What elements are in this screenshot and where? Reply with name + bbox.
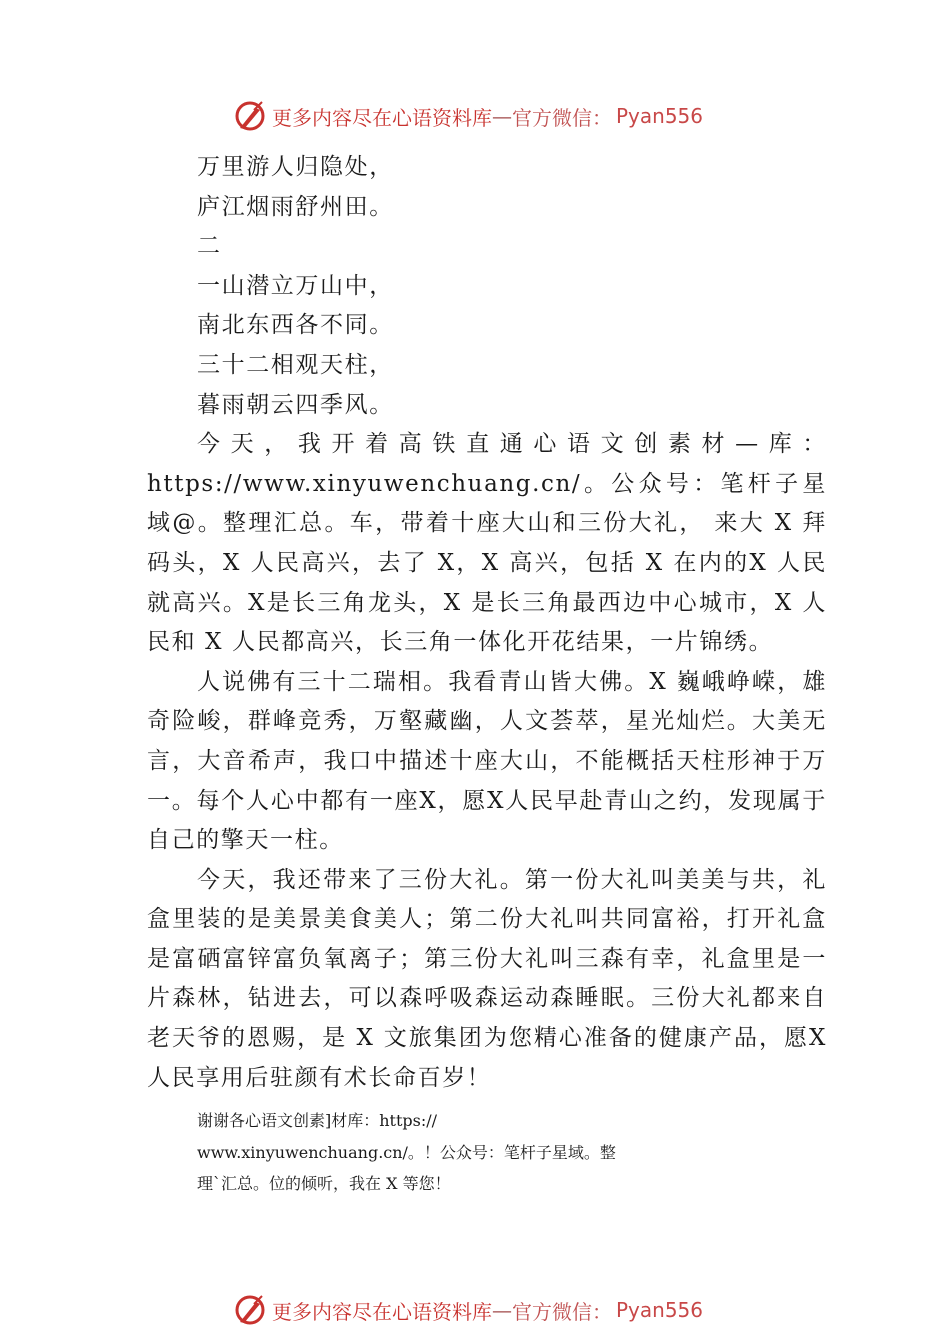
quill-logo-icon [232, 1292, 268, 1328]
poem-line: 三十二相观天柱， [197, 351, 394, 378]
closing-line: www.xinyuwenchuang.cn/。！公众号：笔杆子星域。整 [197, 1142, 616, 1162]
quill-logo-icon [232, 98, 268, 134]
poem [147, 148, 827, 425]
poem-line: 南北东西各不同。 [197, 312, 394, 339]
header-banner [232, 96, 703, 136]
banner-separator: — [492, 1298, 512, 1322]
poem-line: 庐江烟雨舒州田。 [197, 193, 394, 220]
banner-wechat-label: 官方微信： [512, 1299, 612, 1324]
closing-line: 理`汇总。位的倾听，我在 X 等您！ [197, 1174, 451, 1194]
closing-remarks [147, 1105, 827, 1200]
body-paragraph: 今天，我还带来了三份大礼。第一份大礼叫美美与共，礼盒里装的是美景美食美人；第二份大礼叫共同富裕，打开礼盒是富硒富锌富负氧离子；第三份大礼叫三森有幸，礼盒里是一片森林，钻进去，可以森呼吸森运动森睡眠。三份大礼都来自老天爷的恩赐，是 X 文旅集团为您精心准备的健康产品，愿X人民享用后驻颜有术长命百岁！ [147, 866, 827, 1091]
document-body [147, 148, 827, 1200]
poem-section-number: 二 [197, 233, 222, 260]
poem-line: 暮雨朝云四季风。 [197, 391, 394, 418]
body-paragraph: 人说佛有三十二瑞相。我看青山皆大佛。X 巍峨峥嵘，雄奇险峻，群峰竞秀，万壑藏幽，人文荟萃，星光灿烂。大美无言，大音希声，我口中描述十座大山，不能概括天柱形神于万一。每个人心中都有一座X，愿X人民早赴青山之约，发现属于自己的擎天一柱。 [147, 668, 827, 854]
banner-separator: — [492, 104, 512, 128]
banner-wechat-id: Pyan556 [616, 104, 704, 128]
body-paragraph: 今天，我开着高铁直通心语文创素材—库：https://www.xinyuwenchuang.cn/。公众号：笔杆子星域@。整理汇总。车，带着十座大山和三份大礼， 来大 X 拜码头，X 人民高兴，去了 X，X 高兴，包括 X 在内的X 人民就高兴。X是长三角龙头，X 是长三角最西边中心城市，X 人民和 X 人民都高兴，长三角一体化开花结果，一片锦绣。 [147, 431, 827, 656]
closing-line: 谢谢各心语文创素]材库：https:// [197, 1111, 438, 1131]
poem-line: 一山潜立万山中， [197, 272, 394, 299]
footer-banner [232, 1290, 703, 1330]
banner-wechat-id: Pyan556 [616, 1298, 704, 1322]
banner-title: 更多内容尽在心语资料库 [272, 105, 492, 130]
banner-wechat-label: 官方微信： [512, 105, 612, 130]
poem-line: 万里游人归隐处， [197, 154, 394, 180]
banner-title: 更多内容尽在心语资料库 [272, 1299, 492, 1324]
